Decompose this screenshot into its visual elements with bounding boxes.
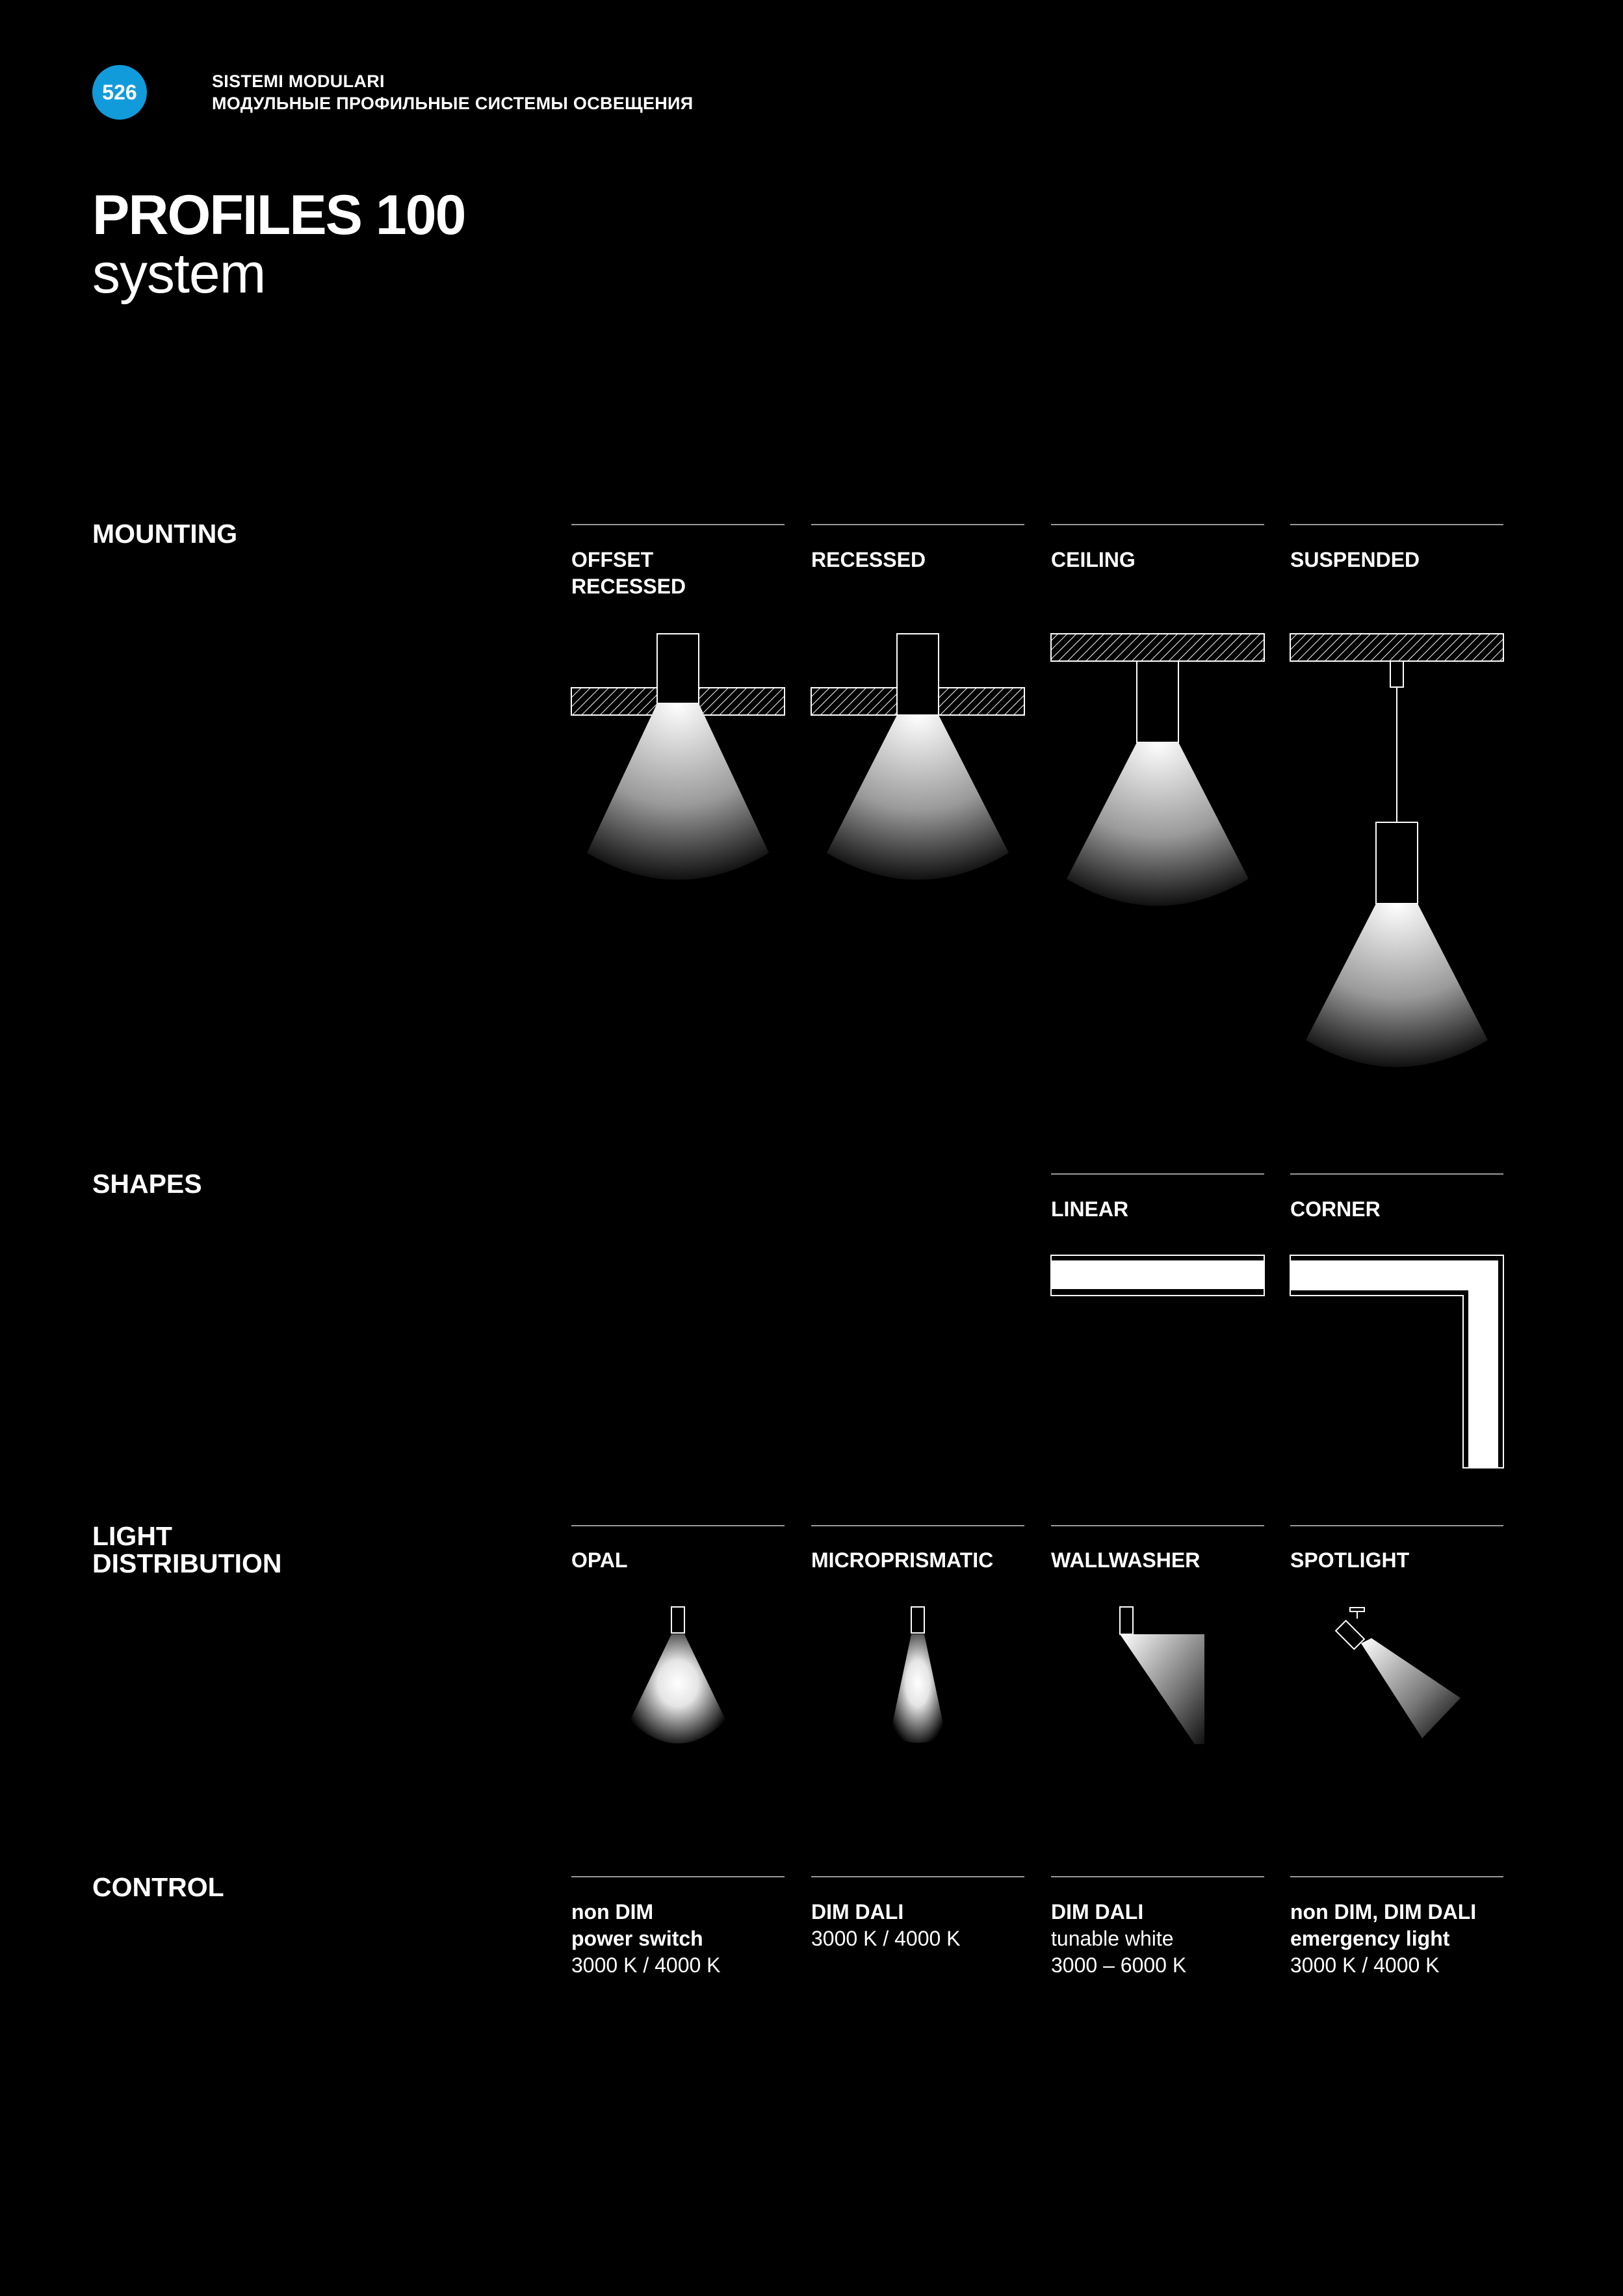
control-item-1-line-2: power switch — [571, 1927, 703, 1950]
microprismatic-distribution-illustration — [890, 1607, 946, 1743]
section-title-light-distribution: LIGHT DISTRIBUTION — [92, 1521, 282, 1578]
distribution-label-microprismatic: MICROPRISMATIC — [811, 1548, 994, 1572]
suspended-illustration — [1290, 634, 1503, 1067]
corner-shape-illustration — [1290, 1255, 1503, 1468]
ceiling-illustration — [1051, 634, 1264, 906]
mounting-label-recessed: RECESSED — [811, 548, 926, 571]
section-title-shapes: SHAPES — [92, 1169, 202, 1199]
page-number-badge: 526 — [92, 65, 147, 120]
distribution-label-opal: OPAL — [571, 1548, 628, 1572]
mounting-label-suspended: SUSPENDED — [1290, 548, 1420, 571]
header-line-1: SISTEMI MODULARI — [212, 72, 385, 91]
control-item-3-line-3: 3000 – 6000 K — [1051, 1953, 1187, 1977]
control-item-4-line-1: non DIM, DIM DALI — [1290, 1900, 1477, 1924]
section-title-control: CONTROL — [92, 1872, 224, 1902]
shapes-label-linear: LINEAR — [1051, 1197, 1129, 1221]
page-title: PROFILES 100 — [92, 184, 465, 246]
control-item-1-line-1: non DIM — [571, 1900, 654, 1924]
opal-distribution-illustration — [630, 1607, 726, 1743]
control-item-3-line-2: tunable white — [1051, 1927, 1174, 1950]
offset-recessed-illustration — [571, 634, 785, 880]
control-item-1-line-3: 3000 K / 4000 K — [571, 1953, 721, 1977]
distribution-label-spotlight: SPOTLIGHT — [1290, 1548, 1410, 1572]
control-item-2-line-2: 3000 K / 4000 K — [811, 1927, 961, 1950]
wallwasher-distribution-illustration — [1120, 1607, 1204, 1744]
header-line-2: МОДУЛЬНЫЕ ПРОФИЛЬНЫЕ СИСТЕМЫ ОСВЕЩЕНИЯ — [212, 94, 694, 113]
control-item-4-line-3: 3000 K / 4000 K — [1290, 1953, 1440, 1977]
control-item-4-line-2: emergency light — [1290, 1927, 1450, 1950]
mounting-label-ceiling: CEILING — [1051, 548, 1136, 571]
recessed-illustration — [811, 634, 1024, 880]
section-title-mounting: MOUNTING — [92, 519, 238, 549]
control-item-3-line-1: DIM DALI — [1051, 1900, 1144, 1924]
mounting-label-offset-recessed: OFFSET RECESSED — [571, 548, 686, 598]
distribution-label-wallwasher: WALLWASHER — [1051, 1548, 1201, 1572]
spotlight-distribution-illustration — [1336, 1608, 1461, 1738]
control-item-2-line-1: DIM DALI — [811, 1900, 904, 1924]
linear-shape-illustration — [1051, 1255, 1264, 1296]
page-subtitle: system — [92, 242, 266, 305]
shapes-label-corner: CORNER — [1290, 1197, 1381, 1221]
